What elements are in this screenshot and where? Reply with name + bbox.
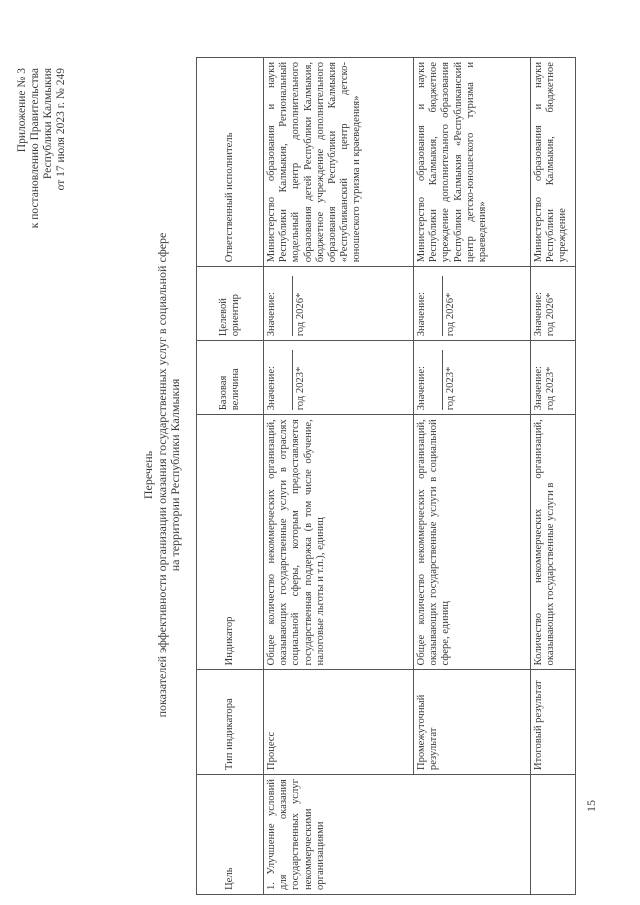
blank-line — [442, 276, 443, 336]
year-label: год 2026* — [295, 292, 307, 337]
value-label: Значение: — [416, 366, 427, 411]
header-type: Тип индикатора — [197, 670, 264, 775]
base-cell — [414, 341, 531, 415]
indicator-cell: Общее количество некоммерческих организаций, оказывающих государственные услуги в социальной сфере, единиц — [414, 415, 531, 670]
goal-cell: 1. Улучшение условий для оказания государственных услуг некоммерческими организациями — [264, 775, 531, 895]
table-row — [264, 58, 414, 895]
heading-subtitle: показателей эффективности организации оказания государственных услуг в социальной сфере — [154, 232, 169, 718]
year-label: год 2026* — [545, 292, 557, 337]
table-header-row — [197, 58, 264, 895]
value-label: Значение: — [416, 292, 427, 337]
page-number: 15 — [584, 800, 598, 812]
executor-cell: Министерство образования и науки Республики Калмыкия, бюджетное учреждение — [531, 58, 576, 267]
header-base: Базовая величина — [197, 341, 264, 415]
blank-line — [442, 350, 443, 410]
year-label: год 2023* — [445, 366, 457, 411]
table-row — [414, 58, 531, 895]
indicator-cell: Количество некоммерческих организаций, оказывающих государственные услуги в — [531, 415, 576, 670]
heading-subtitle: на территории Республики Калмыкия — [168, 378, 182, 572]
base-cell — [264, 341, 414, 415]
header-indicator: Индикатор — [197, 415, 264, 670]
type-cell: Итоговый результат — [531, 670, 576, 775]
document-heading — [142, 195, 183, 755]
header-target: Целевой ориентир — [197, 267, 264, 341]
approval-line: от 17 июля 2023 г. № 249 — [55, 68, 67, 191]
executor-cell: Министерство образования и науки Республики Калмыкия, бюджетное учреждение дополнительного образования Республики Калмыкия «Республиканский центр детско-юношеского туризма и краеведения» — [414, 58, 531, 267]
target-cell — [414, 267, 531, 341]
header-goal: Цель — [197, 775, 264, 895]
blank-line — [292, 350, 293, 410]
table-row — [531, 58, 576, 895]
value-label: Значение: — [533, 292, 544, 337]
approval-line: Республики Калмыкия — [42, 68, 54, 180]
target-cell — [531, 267, 576, 341]
executor-cell: Министерство образования и науки Республики Калмыкия, Региональный модельный центр дополнительного образования детей Республики Калмыкия, бюджетное учреждение дополнительного образования Республики Калмыкия «Республиканский центр детско-юношеского туризма и краеведения» — [264, 58, 414, 267]
blank-line — [292, 276, 293, 336]
value-label: Значение: — [266, 292, 277, 337]
type-cell: Процесс — [264, 670, 414, 775]
base-cell — [531, 341, 576, 415]
approval-line: Приложение № 3 — [16, 68, 28, 153]
year-label: год 2023* — [545, 366, 557, 411]
indicator-cell: Общее количество некоммерческих организаций, оказывающих государственные услуги в отраслях социальной сферы, которым предоставляется государственная поддержка (в том числе обучение, налоговые льготы и т.п.), единиц — [264, 415, 414, 670]
header-executor: Ответственный исполнитель — [197, 58, 264, 267]
target-cell — [264, 267, 414, 341]
heading-title: Перечень — [141, 450, 155, 500]
approval-block — [16, 68, 68, 268]
year-label: год 2023* — [295, 366, 307, 411]
goal-cell-empty — [531, 775, 576, 895]
approval-line: к постановлению Правительства — [29, 68, 41, 229]
indicators-table — [196, 57, 576, 895]
type-cell: Промежуточный результат — [414, 670, 531, 775]
value-label: Значение: — [533, 366, 544, 411]
value-label: Значение: — [266, 366, 277, 411]
year-label: год 2026* — [445, 292, 457, 337]
